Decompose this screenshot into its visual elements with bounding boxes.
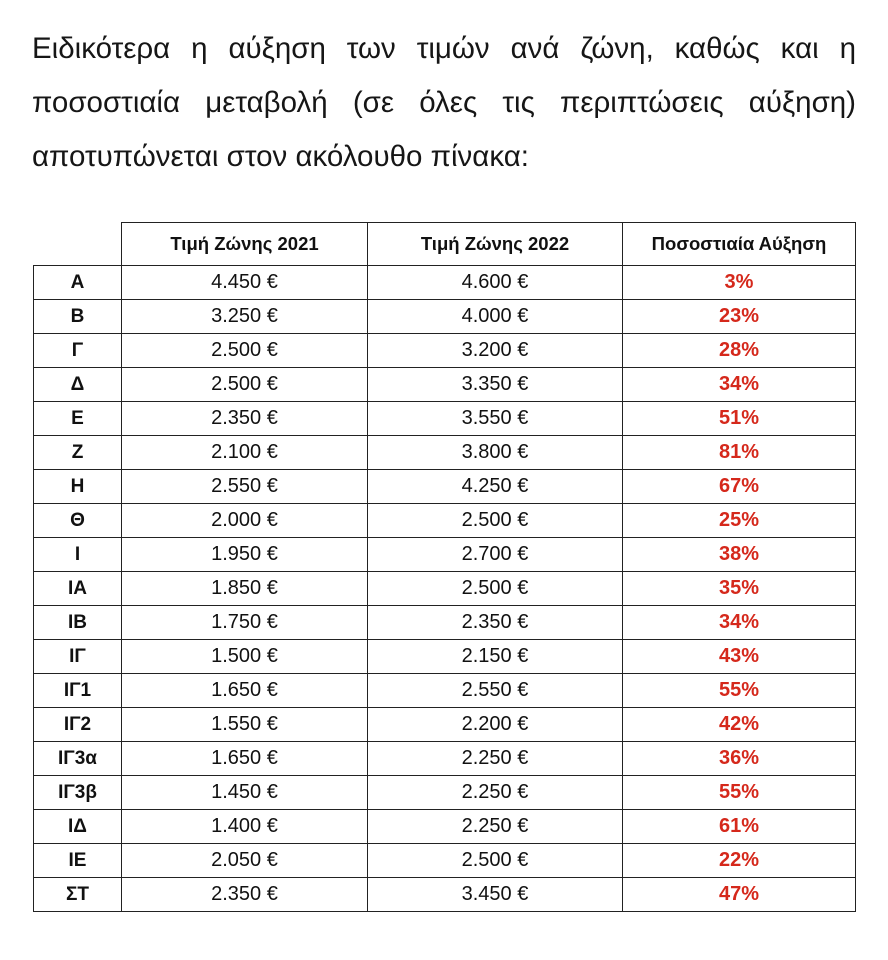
zone-cell: ΙΓ3α xyxy=(34,742,122,776)
percentage-increase-cell: 51% xyxy=(623,402,856,436)
price-2021-cell: 1.450 € xyxy=(122,776,368,810)
table-row xyxy=(34,572,856,606)
zone-cell: Γ xyxy=(34,334,122,368)
price-2021-cell: 1.400 € xyxy=(122,810,368,844)
price-2022-cell: 2.550 € xyxy=(368,674,623,708)
table-row xyxy=(34,402,856,436)
zone-cell: Β xyxy=(34,300,122,334)
zone-cell: Ζ xyxy=(34,436,122,470)
percentage-increase-cell: 22% xyxy=(623,844,856,878)
zone-cell: ΙΕ xyxy=(34,844,122,878)
zone-cell: ΙΒ xyxy=(34,606,122,640)
price-2021-cell: 1.650 € xyxy=(122,674,368,708)
price-2022-cell: 2.250 € xyxy=(368,776,623,810)
percentage-increase-cell: 67% xyxy=(623,470,856,504)
price-2022-cell: 2.200 € xyxy=(368,708,623,742)
price-2022-cell: 2.150 € xyxy=(368,640,623,674)
header-price-2022: Τιμή Ζώνης 2022 xyxy=(368,223,623,266)
table-row xyxy=(34,878,856,912)
table-row xyxy=(34,810,856,844)
zone-cell: Ε xyxy=(34,402,122,436)
percentage-increase-cell: 35% xyxy=(623,572,856,606)
zone-cell: Ι xyxy=(34,538,122,572)
table-row xyxy=(34,436,856,470)
price-2022-cell: 4.600 € xyxy=(368,266,623,300)
price-2022-cell: 3.450 € xyxy=(368,878,623,912)
percentage-increase-cell: 47% xyxy=(623,878,856,912)
table-row xyxy=(34,300,856,334)
price-2021-cell: 2.350 € xyxy=(122,402,368,436)
zone-cell: ΙΓ xyxy=(34,640,122,674)
table-header-row xyxy=(34,223,856,266)
price-2021-cell: 1.950 € xyxy=(122,538,368,572)
table-row xyxy=(34,368,856,402)
table-row xyxy=(34,470,856,504)
table-row xyxy=(34,334,856,368)
table-row xyxy=(34,538,856,572)
table-row xyxy=(34,776,856,810)
zone-cell: ΣΤ xyxy=(34,878,122,912)
percentage-increase-cell: 38% xyxy=(623,538,856,572)
price-2022-cell: 2.250 € xyxy=(368,742,623,776)
price-2022-cell: 2.250 € xyxy=(368,810,623,844)
table-row xyxy=(34,742,856,776)
zone-cell: Δ xyxy=(34,368,122,402)
zone-cell: ΙΑ xyxy=(34,572,122,606)
price-2022-cell: 2.700 € xyxy=(368,538,623,572)
price-2022-cell: 2.500 € xyxy=(368,844,623,878)
table-row xyxy=(34,266,856,300)
price-2022-cell: 4.000 € xyxy=(368,300,623,334)
zone-cell: Η xyxy=(34,470,122,504)
zone-cell: ΙΓ3β xyxy=(34,776,122,810)
percentage-increase-cell: 43% xyxy=(623,640,856,674)
percentage-increase-cell: 34% xyxy=(623,606,856,640)
price-2021-cell: 1.850 € xyxy=(122,572,368,606)
price-2021-cell: 1.550 € xyxy=(122,708,368,742)
percentage-increase-cell: 36% xyxy=(623,742,856,776)
price-2022-cell: 3.800 € xyxy=(368,436,623,470)
percentage-increase-cell: 55% xyxy=(623,776,856,810)
percentage-increase-cell: 3% xyxy=(623,266,856,300)
zone-cell: Α xyxy=(34,266,122,300)
price-2021-cell: 4.450 € xyxy=(122,266,368,300)
price-2021-cell: 2.550 € xyxy=(122,470,368,504)
header-price-2021: Τιμή Ζώνης 2021 xyxy=(122,223,368,266)
price-2022-cell: 2.350 € xyxy=(368,606,623,640)
zone-cell: ΙΓ2 xyxy=(34,708,122,742)
table-row xyxy=(34,844,856,878)
price-2021-cell: 2.500 € xyxy=(122,368,368,402)
price-2022-cell: 2.500 € xyxy=(368,572,623,606)
price-2021-cell: 2.000 € xyxy=(122,504,368,538)
intro-paragraph: Ειδικότερα η αύξηση των τιμών ανά ζώνη, καθώς και η ποσοστιαία μεταβολή (σε όλες τις περιπτώσεις αύξηση) αποτυπώνεται στον ακόλουθο πίνακα: xyxy=(32,32,856,173)
price-2021-cell: 2.100 € xyxy=(122,436,368,470)
price-2021-cell: 3.250 € xyxy=(122,300,368,334)
percentage-increase-cell: 28% xyxy=(623,334,856,368)
zone-cell: ΙΓ1 xyxy=(34,674,122,708)
price-2021-cell: 1.650 € xyxy=(122,742,368,776)
zone-cell: Θ xyxy=(34,504,122,538)
price-2021-cell: 1.750 € xyxy=(122,606,368,640)
header-percentage-increase: Ποσοστιαία Αύξηση xyxy=(623,223,856,266)
table-row xyxy=(34,504,856,538)
percentage-increase-cell: 25% xyxy=(623,504,856,538)
percentage-increase-cell: 23% xyxy=(623,300,856,334)
percentage-increase-cell: 42% xyxy=(623,708,856,742)
zone-price-table xyxy=(33,222,856,912)
table-row xyxy=(34,674,856,708)
header-zone-blank xyxy=(34,223,122,266)
price-2022-cell: 3.200 € xyxy=(368,334,623,368)
percentage-increase-cell: 61% xyxy=(623,810,856,844)
percentage-increase-cell: 55% xyxy=(623,674,856,708)
price-2022-cell: 3.550 € xyxy=(368,402,623,436)
percentage-increase-cell: 81% xyxy=(623,436,856,470)
price-2021-cell: 2.500 € xyxy=(122,334,368,368)
percentage-increase-cell: 34% xyxy=(623,368,856,402)
zone-cell: ΙΔ xyxy=(34,810,122,844)
table-row xyxy=(34,640,856,674)
price-2021-cell: 2.050 € xyxy=(122,844,368,878)
price-2021-cell: 1.500 € xyxy=(122,640,368,674)
table-row xyxy=(34,606,856,640)
price-2022-cell: 2.500 € xyxy=(368,504,623,538)
price-2022-cell: 4.250 € xyxy=(368,470,623,504)
table-row xyxy=(34,708,856,742)
price-2021-cell: 2.350 € xyxy=(122,878,368,912)
price-2022-cell: 3.350 € xyxy=(368,368,623,402)
